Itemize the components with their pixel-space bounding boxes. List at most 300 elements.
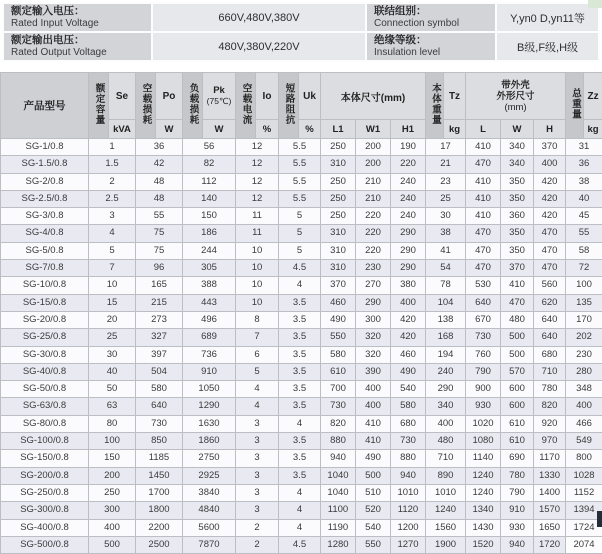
cell-w1: 500 [356,467,391,484]
cell-uk: 5 [279,242,321,259]
cell-uk: 3.5 [279,311,321,328]
cell-tz: 1900 [426,536,466,553]
cell-h: 420 [534,190,566,207]
cell-l: 1520 [466,536,501,553]
unit-po-w: W [156,120,183,139]
cell-uk: 4 [279,415,321,432]
cell-zz: 549 [566,433,602,450]
cell-po: 96 [136,260,183,277]
cell-tz: 240 [426,363,466,380]
cell-uk: 3.5 [279,467,321,484]
cell-po: 730 [136,415,183,432]
spec-table-body [1,139,602,554]
cell-uk: 3.5 [279,450,321,467]
cell-model: SG-250/0.8 [1,484,89,501]
cell-model: SG-20/0.8 [1,311,89,328]
unit-pk-w: W [203,120,236,139]
cell-io: 3 [236,415,279,432]
cell-model: SG-10/0.8 [1,277,89,294]
cell-w: 790 [501,484,534,501]
cell-uk: 3.5 [279,294,321,311]
cell-w1: 520 [356,502,391,519]
cell-w: 370 [501,260,534,277]
cell-l1: 250 [321,139,356,156]
spec-table-header [1,73,602,139]
cell-io: 12 [236,139,279,156]
cell-model: SG-1/0.8 [1,139,89,156]
cell-io: 3 [236,450,279,467]
rated-info-panel [2,2,600,62]
cell-w: 350 [501,242,534,259]
cell-se: 5 [89,242,136,259]
cell-w1: 510 [356,484,391,501]
cell-se: 2 [89,173,136,190]
cell-l: 930 [466,398,501,415]
cell-zz: 2074 [566,536,602,553]
cell-w1: 400 [356,398,391,415]
cell-l: 530 [466,277,501,294]
table-row [1,346,602,363]
cell-tz: 54 [426,260,466,277]
cell-uk: 4 [279,502,321,519]
cell-model: SG-7/0.8 [1,260,89,277]
cell-io: 3 [236,467,279,484]
cell-l1: 940 [321,450,356,467]
table-row [1,190,602,207]
cell-po: 850 [136,433,183,450]
cell-uk: 5.5 [279,173,321,190]
cell-l: 730 [466,329,501,346]
cell-tz: 78 [426,277,466,294]
cell-io: 3 [236,484,279,501]
table-row [1,433,602,450]
table-row [1,294,602,311]
cell-h1: 1270 [391,536,426,553]
cell-h: 640 [534,329,566,346]
unit-uk-pct: % [299,120,321,139]
cell-io: 10 [236,242,279,259]
cell-h1: 400 [391,294,426,311]
cell-l1: 730 [321,398,356,415]
cell-l1: 1040 [321,484,356,501]
table-row [1,415,602,432]
cell-po: 48 [136,173,183,190]
cell-tz: 890 [426,467,466,484]
cell-h1: 1010 [391,484,426,501]
cell-w1: 210 [356,173,391,190]
cell-h1: 290 [391,242,426,259]
cell-w: 910 [501,502,534,519]
cell-zz: 100 [566,277,602,294]
cell-po: 1700 [136,484,183,501]
cell-w1: 210 [356,190,391,207]
sub-header-h1: H1 [391,120,426,139]
cell-h: 710 [534,363,566,380]
cell-uk: 5 [279,208,321,225]
cell-po: 397 [136,346,183,363]
cell-w1: 390 [356,363,391,380]
cell-pk: 1290 [183,398,236,415]
col-header-rated-capacity-zh: 额定容量 [89,73,109,139]
cell-l: 1240 [466,467,501,484]
cell-h1: 220 [391,156,426,173]
cell-zz: 170 [566,311,602,328]
connection-symbol-label-en: Connection symbol [374,18,488,30]
cell-l1: 310 [321,242,356,259]
cell-h1: 490 [391,363,426,380]
cell-h: 470 [534,242,566,259]
cell-w: 340 [501,139,534,156]
cell-tz: 138 [426,311,466,328]
cell-l: 760 [466,346,501,363]
input-voltage-value: 660V,480V,380V [152,3,366,32]
cell-h1: 190 [391,139,426,156]
cell-zz: 1152 [566,484,602,501]
col-header-pk: Pk (75℃) [203,73,236,120]
table-row [1,208,602,225]
cell-uk: 5.5 [279,190,321,207]
cell-l1: 700 [321,381,356,398]
sub-header-l: L [466,120,501,139]
cell-w1: 220 [356,225,391,242]
cell-pk: 2750 [183,450,236,467]
cell-zz: 1028 [566,467,602,484]
col-header-tz: Tz [444,73,466,120]
cell-zz: 400 [566,398,602,415]
cell-se: 15 [89,294,136,311]
cell-h: 1570 [534,502,566,519]
cell-pk: 56 [183,139,236,156]
cell-io: 8 [236,311,279,328]
cell-tz: 41 [426,242,466,259]
cell-po: 42 [136,156,183,173]
cell-w: 690 [501,450,534,467]
table-row [1,139,602,156]
cell-h: 780 [534,381,566,398]
cell-zz: 1394 [566,502,602,519]
cell-po: 640 [136,398,183,415]
cell-h1: 460 [391,346,426,363]
cell-pk: 3840 [183,484,236,501]
cell-model: SG-63/0.8 [1,398,89,415]
cell-tz: 17 [426,139,466,156]
cell-w1: 490 [356,450,391,467]
cell-l1: 610 [321,363,356,380]
col-header-body-dimensions: 本体尺寸(mm) [321,73,426,120]
input-voltage-label-zh: 额定输入电压： [11,5,144,18]
table-row [1,156,602,173]
cell-h1: 580 [391,398,426,415]
cell-se: 30 [89,346,136,363]
cell-se: 200 [89,467,136,484]
cell-w: 500 [501,346,534,363]
cell-l1: 490 [321,311,356,328]
cell-w: 940 [501,536,534,553]
cell-h1: 540 [391,381,426,398]
cell-l: 1140 [466,450,501,467]
cell-h: 470 [534,225,566,242]
table-row [1,502,602,519]
cell-l: 670 [466,311,501,328]
cell-model: SG-2/0.8 [1,173,89,190]
insulation-level-label [366,32,496,61]
cell-model: SG-500/0.8 [1,536,89,553]
cell-w1: 320 [356,329,391,346]
cell-l1: 370 [321,277,356,294]
cell-l: 410 [466,190,501,207]
cell-se: 100 [89,433,136,450]
table-row [1,381,602,398]
cell-w1: 290 [356,294,391,311]
cell-l1: 310 [321,156,356,173]
col-header-model: 产品型号 [1,73,89,139]
cell-uk: 3.5 [279,329,321,346]
cell-zz: 40 [566,190,602,207]
cell-se: 250 [89,484,136,501]
cell-zz: 72 [566,260,602,277]
cell-h: 640 [534,311,566,328]
cell-w1: 300 [356,311,391,328]
cell-w: 610 [501,415,534,432]
cell-zz: 31 [566,139,602,156]
cell-se: 4 [89,225,136,242]
cell-w: 780 [501,467,534,484]
cell-se: 80 [89,415,136,432]
col-header-body-weight-zh: 本体重量 [426,73,444,139]
cell-w1: 540 [356,519,391,536]
cell-h1: 290 [391,260,426,277]
col-header-zz: Zz [584,73,602,120]
cell-h1: 880 [391,450,426,467]
cell-w1: 220 [356,242,391,259]
cell-model: SG-200/0.8 [1,467,89,484]
output-voltage-label-zh: 额定输出电压： [11,34,144,47]
connection-symbol-label-zh: 联结组别： [374,5,488,18]
cell-zz: 55 [566,225,602,242]
cell-h1: 380 [391,277,426,294]
table-row [1,225,602,242]
col-header-no-load-current-zh: 空载电流 [236,73,256,139]
col-header-impedance-zh: 短路阻抗 [279,73,299,139]
table-row [1,173,602,190]
cell-se: 20 [89,311,136,328]
cell-w: 500 [501,329,534,346]
col-header-load-loss-zh: 负载损耗 [183,73,203,139]
col-header-total-weight-zh: 总重量 [566,73,584,139]
cell-model: SG-5/0.8 [1,242,89,259]
cell-pk: 140 [183,190,236,207]
cell-h: 420 [534,173,566,190]
cell-po: 580 [136,381,183,398]
cell-l1: 550 [321,329,356,346]
cell-po: 504 [136,363,183,380]
cell-uk: 5.5 [279,156,321,173]
cell-se: 150 [89,450,136,467]
cell-tz: 168 [426,329,466,346]
cell-tz: 400 [426,415,466,432]
cell-model: SG-50/0.8 [1,381,89,398]
cell-h1: 680 [391,415,426,432]
cell-tz: 290 [426,381,466,398]
cell-model: SG-40/0.8 [1,363,89,380]
cell-zz: 1724 [566,519,602,536]
cell-w1: 200 [356,156,391,173]
cell-io: 12 [236,156,279,173]
cell-pk: 5600 [183,519,236,536]
cell-po: 1185 [136,450,183,467]
cell-h: 400 [534,156,566,173]
cell-l1: 310 [321,225,356,242]
cell-io: 10 [236,277,279,294]
cell-w1: 400 [356,381,391,398]
input-voltage-label-en: Rated Input Voltage [11,18,144,30]
cell-uk: 4 [279,277,321,294]
cell-w: 350 [501,190,534,207]
cell-model: SG-15/0.8 [1,294,89,311]
col-header-io: Io [256,73,279,120]
cell-l: 470 [466,225,501,242]
cell-l1: 250 [321,190,356,207]
cell-uk: 3.5 [279,346,321,363]
table-row [1,450,602,467]
cell-zz: 280 [566,363,602,380]
cell-po: 55 [136,208,183,225]
cell-model: SG-150/0.8 [1,450,89,467]
table-row [1,311,602,328]
unit-kva: kVA [109,120,136,139]
info-row-2 [3,32,599,61]
cell-h: 470 [534,260,566,277]
table-row [1,363,602,380]
cell-pk: 388 [183,277,236,294]
cell-l1: 880 [321,433,356,450]
cell-l: 470 [466,242,501,259]
cell-po: 215 [136,294,183,311]
cell-zz: 230 [566,346,602,363]
cell-pk: 186 [183,225,236,242]
cell-zz: 202 [566,329,602,346]
cell-po: 48 [136,190,183,207]
cell-se: 300 [89,502,136,519]
cell-zz: 36 [566,156,602,173]
cell-zz: 135 [566,294,602,311]
cell-l1: 310 [321,260,356,277]
cell-po: 1450 [136,467,183,484]
cell-w: 930 [501,519,534,536]
cell-h: 680 [534,346,566,363]
cell-tz: 480 [426,433,466,450]
cell-model: SG-300/0.8 [1,502,89,519]
cell-w: 480 [501,311,534,328]
cell-po: 327 [136,329,183,346]
cell-pk: 910 [183,363,236,380]
cell-io: 10 [236,294,279,311]
cell-l1: 580 [321,346,356,363]
cell-w: 350 [501,173,534,190]
cell-tz: 21 [426,156,466,173]
sub-header-h: H [534,120,566,139]
cell-se: 2.5 [89,190,136,207]
cell-io: 6 [236,346,279,363]
cell-h1: 420 [391,329,426,346]
cell-io: 12 [236,190,279,207]
cell-w1: 200 [356,139,391,156]
edge-artifact [597,511,602,527]
cell-zz: 45 [566,208,602,225]
cell-uk: 4.5 [279,536,321,553]
cell-se: 400 [89,519,136,536]
cell-l: 1020 [466,415,501,432]
cell-w: 470 [501,294,534,311]
cell-pk: 496 [183,311,236,328]
cell-l1: 250 [321,173,356,190]
spec-table [0,72,602,554]
cell-model: SG-100/0.8 [1,433,89,450]
cell-w1: 270 [356,277,391,294]
cell-h1: 1120 [391,502,426,519]
cell-l: 1340 [466,502,501,519]
cell-po: 1800 [136,502,183,519]
cell-tz: 1010 [426,484,466,501]
cell-po: 75 [136,242,183,259]
cell-h: 370 [534,139,566,156]
cell-pk: 150 [183,208,236,225]
cell-h: 420 [534,208,566,225]
cell-uk: 4 [279,484,321,501]
cell-pk: 82 [183,156,236,173]
cell-l: 410 [466,173,501,190]
cell-w: 360 [501,208,534,225]
cell-h1: 240 [391,190,426,207]
cell-uk: 3.5 [279,398,321,415]
cell-tz: 25 [426,190,466,207]
cell-h: 920 [534,415,566,432]
cell-w: 570 [501,363,534,380]
cell-se: 40 [89,363,136,380]
cell-io: 11 [236,208,279,225]
cell-w: 340 [501,156,534,173]
table-row [1,329,602,346]
cell-w1: 230 [356,260,391,277]
cell-h1: 1200 [391,519,426,536]
cell-zz: 58 [566,242,602,259]
cell-l: 470 [466,260,501,277]
cell-h: 1170 [534,450,566,467]
cell-zz: 466 [566,415,602,432]
cell-uk: 3.5 [279,433,321,450]
cell-se: 1.5 [89,156,136,173]
cell-h: 1400 [534,484,566,501]
cell-pk: 1050 [183,381,236,398]
cell-h: 1330 [534,467,566,484]
cell-pk: 4840 [183,502,236,519]
cell-pk: 689 [183,329,236,346]
cell-l1: 1280 [321,536,356,553]
cell-w: 600 [501,398,534,415]
cell-io: 2 [236,519,279,536]
cell-model: SG-25/0.8 [1,329,89,346]
cell-l: 470 [466,156,501,173]
cell-w: 350 [501,225,534,242]
cell-h1: 940 [391,467,426,484]
cell-h: 970 [534,433,566,450]
cell-h: 620 [534,294,566,311]
cell-po: 2500 [136,536,183,553]
cell-io: 2 [236,536,279,553]
sub-header-l1: L1 [321,120,356,139]
cell-h1: 290 [391,225,426,242]
unit-zz-kg: kg [584,120,602,139]
